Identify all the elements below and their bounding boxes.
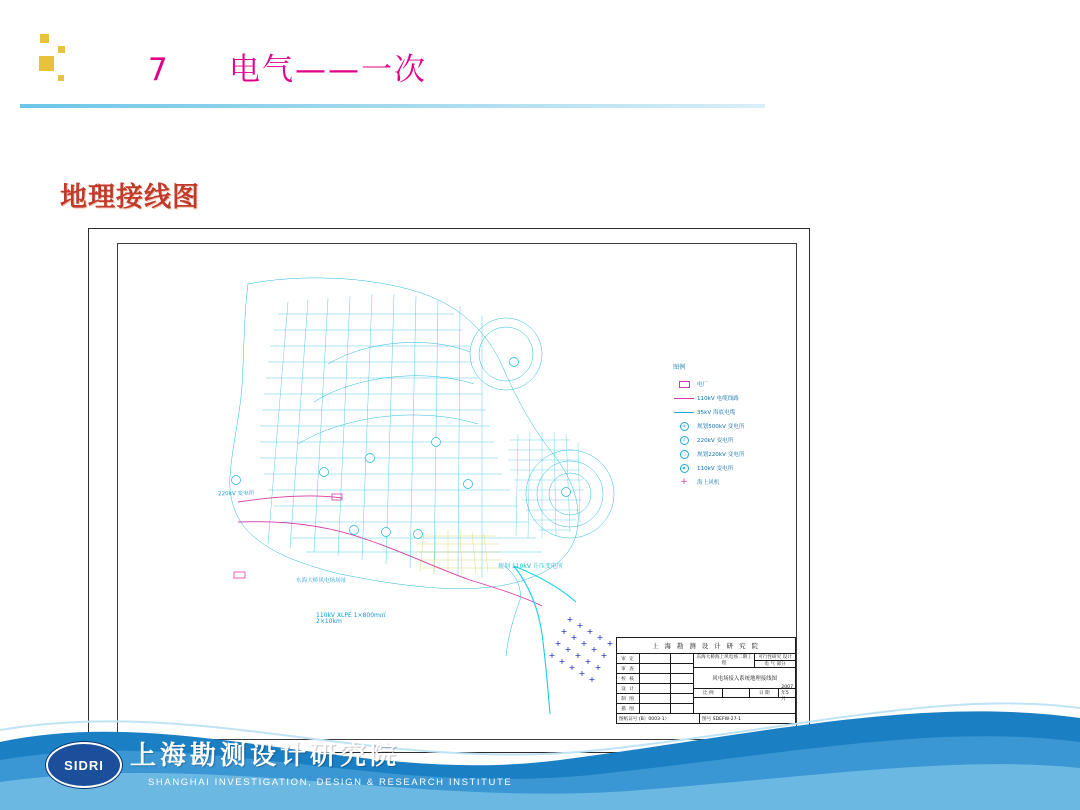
annotation-cable-spec: 110kV XLPE 1×800m㎡ [316, 612, 386, 619]
row-role: 设 计 [617, 684, 640, 693]
row-role: 描 图 [617, 704, 640, 713]
table-row [617, 654, 693, 664]
legend-item-label: 电厂 [697, 382, 709, 388]
legend-item [671, 405, 797, 419]
legend-item-label: 规划500kV 变电所 [697, 424, 745, 430]
row-date [671, 654, 693, 663]
substation-220kv-icon: ⊙ [671, 436, 697, 445]
title-block-company: 上 海 勘 测 设 计 研 究 院 [617, 638, 795, 654]
page-title [148, 44, 427, 89]
map-legend [671, 362, 797, 489]
legend-item [671, 475, 797, 489]
row-name [640, 654, 671, 663]
row-role: 制 图 [617, 694, 640, 703]
decoration-square [58, 46, 65, 53]
drawing-frame-inner [117, 243, 797, 740]
row-name [640, 674, 671, 683]
meta-value-date: 2007年5月 [781, 684, 793, 702]
footer-company-cn: 上海勘测设计研究院 [130, 741, 401, 771]
legend-item [671, 419, 797, 433]
wind-turbine-icon: + [680, 476, 688, 487]
legend-item-label: 规划220kV 变电所 [697, 452, 745, 458]
legend-item [671, 377, 797, 391]
row-role: 审 查 [617, 664, 640, 673]
title-block-discipline: 电 气 部分 [764, 662, 786, 667]
header-divider [20, 104, 765, 108]
row-date [671, 664, 693, 673]
legend-item-label: 海上风机 [697, 480, 720, 486]
cable-110kv-icon [671, 398, 697, 399]
legend-item [671, 391, 797, 405]
row-name [640, 664, 671, 673]
legend-title: 图例 [673, 364, 686, 371]
legend-item-label: 35kV 海底电缆 [697, 410, 736, 416]
title-block-stage: 可行性研究 设计 [755, 654, 795, 661]
decoration-square [58, 75, 64, 81]
page-title-text: 电气——一次 [229, 52, 428, 88]
annotation-substation: 规划 110kV 升压变电所 [498, 563, 563, 570]
drawing-frame-outer [88, 228, 810, 753]
legend-item-label: 220kV 变电所 [697, 438, 734, 444]
footer-company-en: SHANGHAI INVESTIGATION, DESIGN & RESEARCH INSTITUTE [148, 777, 513, 788]
page-title-number: 7 [148, 52, 170, 88]
decoration-square [40, 34, 49, 43]
table-row [617, 674, 693, 684]
annotation-left-substation: 220kV 变电所 [217, 490, 255, 498]
row-role: 校 核 [617, 674, 640, 683]
sidri-logo-badge: SIDRI [46, 742, 122, 788]
section-heading: 地理接线图 [60, 182, 200, 213]
substation-500kv-icon: ⊕ [671, 422, 697, 431]
title-block-project: 东海大桥海上风电场二期工程 [694, 654, 755, 667]
header-decoration [34, 30, 80, 86]
submarine-cable-icon [671, 412, 697, 413]
legend-item [671, 447, 797, 461]
title-block-drawing-no: 图号 SDEFW-27-1 [702, 716, 742, 722]
legend-item-label: 110kV 电缆线路 [697, 396, 739, 402]
row-role: 审 定 [617, 654, 640, 663]
meta-label-date: 日 期 [750, 689, 779, 697]
decoration-square [39, 56, 54, 71]
substation-110kv-icon: ◉ [671, 464, 697, 473]
table-row [617, 664, 693, 674]
substation-220kv-planned-icon: ○ [671, 450, 697, 459]
legend-item [671, 433, 797, 447]
legend-item-label: 110kV 变电所 [697, 466, 734, 472]
annotation-windfarm: 东海大桥风电场场址 [296, 578, 347, 584]
annotation-cable-length: 2×10km [316, 618, 342, 625]
row-date [671, 674, 693, 683]
plant-icon [671, 381, 697, 388]
title-block-drawing-title: 风电场接入系统地理接线图 [694, 668, 795, 689]
title-block-cert-no: 图纸证号 (B）0003-1） [617, 714, 700, 723]
meta-label-scale: 比 例 [694, 689, 723, 697]
legend-item [671, 461, 797, 475]
